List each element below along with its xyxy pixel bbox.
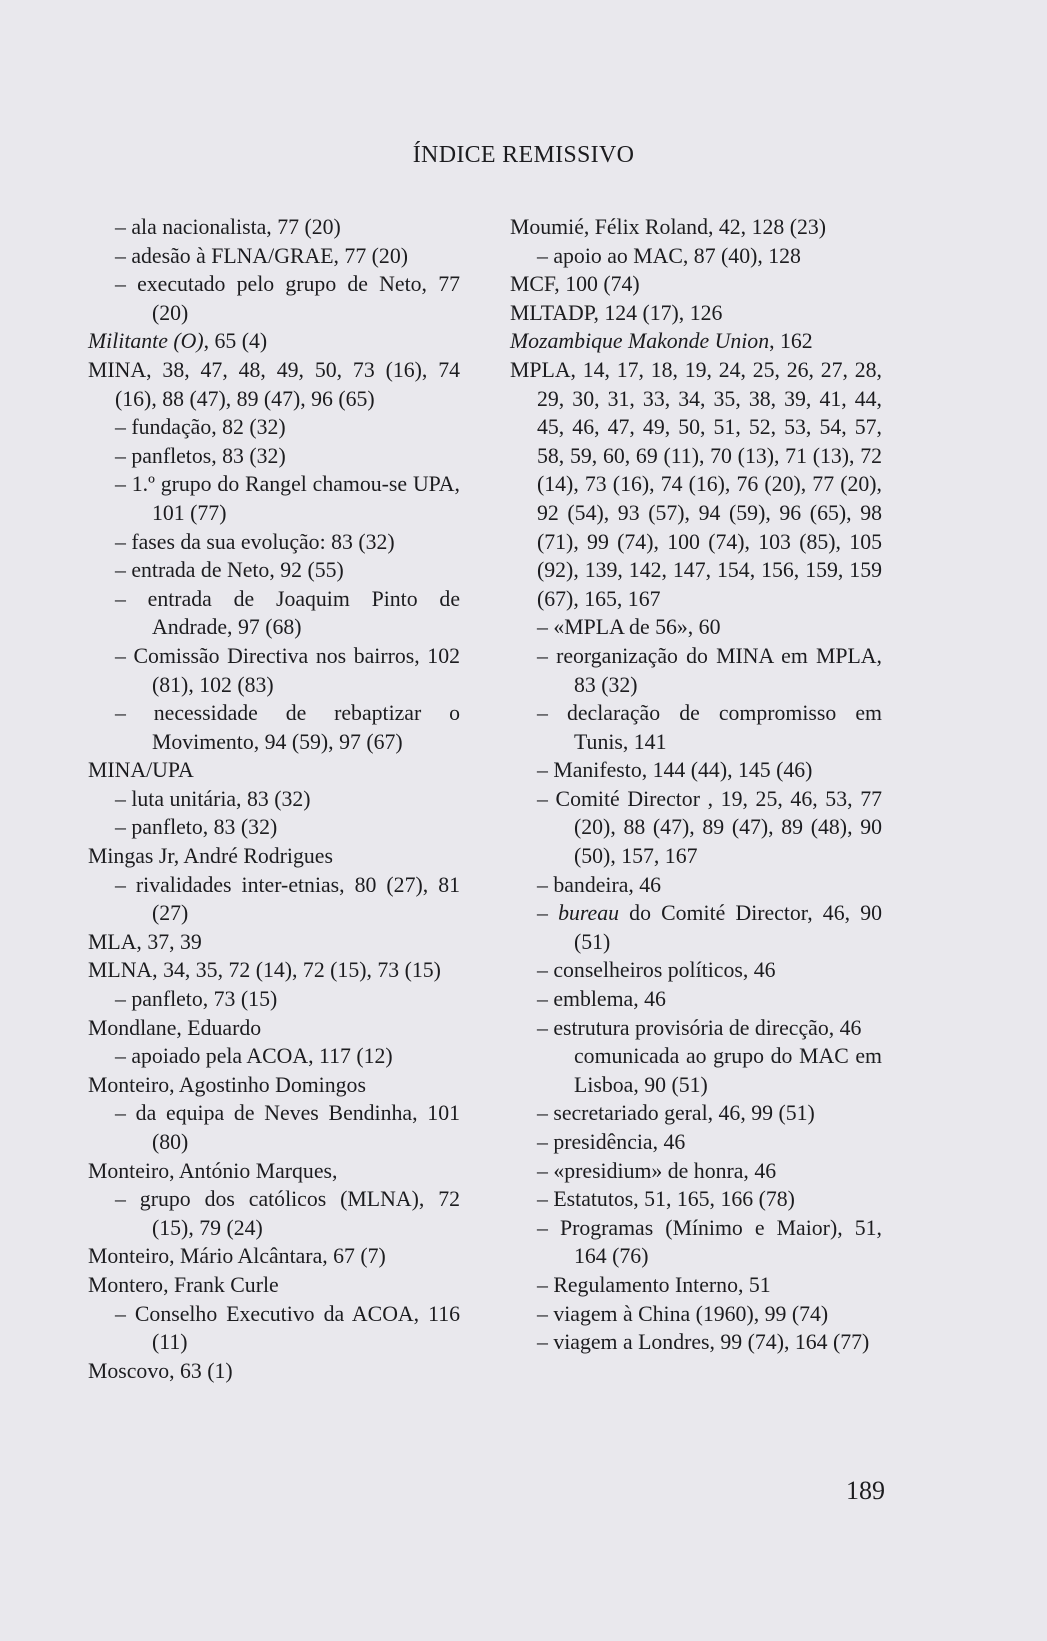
entry-text: – Comité Director , 19, 25, 46, 53, 77 (20), 88 (47), 89 (47), 89 (48), 90 (50), 157, 167 [537, 786, 882, 869]
entry-text: – [537, 901, 559, 926]
index-entry-main [88, 1357, 460, 1386]
entry-text: Moscovo, 63 (1) [88, 1358, 233, 1383]
entry-text: – adesão à FLNA/GRAE, 77 (20) [115, 243, 408, 268]
index-entry-sub [88, 442, 460, 471]
entry-text: – luta unitária, 83 (32) [115, 786, 311, 811]
index-entry-sub [510, 956, 882, 985]
entry-text: – entrada de Neto, 92 (55) [115, 558, 344, 583]
entry-pages: , 162 [769, 329, 813, 354]
entry-pages: , 65 (4) [203, 329, 268, 354]
entry-text: – panfleto, 73 (15) [115, 987, 278, 1012]
entry-text: – executado pelo grupo de Neto, 77 (20) [115, 272, 460, 325]
index-entry-main [88, 1014, 460, 1043]
entry-text: – viagem à China (1960), 99 (74) [537, 1301, 829, 1326]
index-entry-sub [510, 613, 882, 642]
index-entry-sub [510, 642, 882, 699]
index-entry-main [510, 213, 882, 242]
index-entry-sub [510, 1185, 882, 1214]
index-entry-main [510, 270, 882, 299]
page-header: ÍNDICE REMISSIVO [412, 142, 635, 168]
entry-text: – estrutura provisória de direcção, 46 [537, 1015, 862, 1040]
index-entry-main [88, 1242, 460, 1271]
index-entry-sub [510, 899, 882, 956]
index-entry-sub [510, 1128, 882, 1157]
entry-text: – emblema, 46 [537, 987, 666, 1012]
index-entry-sub [510, 1300, 882, 1329]
index-entry-sub [88, 556, 460, 585]
index-entry-sub [510, 756, 882, 785]
entry-text: – rivalidades inter-etnias, 80 (27), 81 (27) [115, 872, 460, 926]
index-entry-main [510, 299, 882, 328]
entry-text: – apoiado pela ACOA, 117 (12) [115, 1044, 393, 1069]
entry-text: – presidência, 46 [537, 1130, 686, 1154]
entry-text: – fases da sua evolução: 83 (32) [115, 529, 395, 554]
index-entry-sub [510, 699, 882, 756]
entry-text: – ala nacionalista, 77 (20) [115, 215, 341, 239]
index-column-left [88, 213, 460, 1385]
index-entry-sub [88, 871, 460, 928]
entry-text: MPLA, 14, 17, 18, 19, 24, 25, 26, 27, 28, 29, 30, 31, 33, 34, 35, 38, 39, 41, 44, 45, 46, 47, 49, 50, 51, 52, 53, 54, 57, 58, 59, 60, 69 (11), 70 (13), 71 (13), 72 (14), 73 (16), 74 (16), 76 (20), 77 (20), 92 (54), 93 (57), 94 (59), 96 (65), 98 (71), 99 (74), 100 (74), 103 (85), 105 (92), 139, 142, 147, 154, 156, 159, 159 (67), 165, 167 [510, 357, 882, 611]
entry-pages: do Comité Director, 46, 90 (51) [574, 901, 882, 954]
entry-text: – Programas (Mínimo e Maior), 51, 164 (76) [537, 1215, 882, 1269]
entry-text: – reorganização do MINA em MPLA, 83 (32) [537, 643, 882, 697]
entry-text: Moumié, Félix Roland, 42, 128 (23) [510, 215, 827, 239]
index-entry-cont [510, 1042, 882, 1099]
entry-text: – apoio ao MAC, 87 (40), 128 [537, 243, 801, 268]
entry-text: – Conselho Executivo da ACOA, 116 (11) [115, 1301, 460, 1355]
index-entry-main [88, 1271, 460, 1300]
entry-text: – panfleto, 83 (32) [115, 815, 278, 840]
index-entry-sub [88, 1099, 460, 1156]
entry-text: – Regulamento Interno, 51 [537, 1272, 771, 1297]
entry-text: – da equipa de Neves Bendinha, 101 (80) [115, 1101, 460, 1154]
entry-text: Monteiro, Mário Alcântara, 67 (7) [88, 1244, 386, 1269]
index-entry-sub [88, 242, 460, 271]
index-entry-sub [88, 1300, 460, 1357]
index-entry-main [510, 356, 882, 613]
index-entry-main [88, 1157, 460, 1186]
index-entry-sub [88, 813, 460, 842]
index-entry-main [510, 327, 882, 356]
index-entry-main [88, 842, 460, 871]
entry-text: MLA, 37, 39 [88, 929, 202, 954]
entry-text: Militante (O) [88, 329, 204, 354]
index-entry-main [88, 356, 460, 413]
entry-text: – «MPLA de 56», 60 [537, 615, 721, 640]
entry-text: Mondlane, Eduardo [88, 1015, 262, 1040]
index-entry-sub [510, 1014, 882, 1043]
index-entry-main [88, 1071, 460, 1100]
entry-text: – bandeira, 46 [537, 872, 662, 897]
index-entry-sub [510, 785, 882, 871]
index-entry-sub [510, 1157, 882, 1186]
entry-text: – necessidade de rebaptizar o Movimento, 94 (59), 97 (67) [115, 701, 460, 754]
index-entry-sub [88, 528, 460, 557]
index-entry-sub [88, 642, 460, 699]
index-entry-sub [510, 1328, 882, 1357]
index-entry-main [88, 756, 460, 785]
entry-text: – fundação, 82 (32) [115, 415, 286, 440]
entry-text: – Manifesto, 144 (44), 145 (46) [537, 758, 813, 783]
index-entry-main [88, 928, 460, 957]
entry-text: Monteiro, António Marques, [88, 1158, 338, 1183]
index-entry-sub [510, 871, 882, 900]
entry-text: – secretariado geral, 46, 99 (51) [537, 1101, 815, 1126]
page-number: 189 [846, 1476, 885, 1505]
index-entry-sub [88, 699, 460, 756]
index-entry-sub [510, 1271, 882, 1300]
entry-text: Mozambique Makonde Union [510, 329, 770, 354]
entry-text: – conselheiros políticos, 46 [537, 958, 776, 983]
index-entry-sub [88, 470, 460, 527]
entry-text: – entrada de Joaquim Pinto de Andrade, 97 (68) [115, 586, 460, 640]
index-entry-sub [88, 585, 460, 642]
entry-text: MINA/UPA [88, 758, 194, 783]
entry-text: Montero, Frank Curle [88, 1272, 279, 1297]
entry-text: Monteiro, Agostinho Domingos [88, 1072, 366, 1097]
entry-text: MLTADP, 124 (17), 126 [510, 300, 723, 325]
index-entry-main [88, 956, 460, 985]
index-entry-main [88, 327, 460, 356]
entry-text: MLNA, 34, 35, 72 (14), 72 (15), 73 (15) [88, 958, 441, 983]
entry-text: MINA, 38, 47, 48, 49, 50, 73 (16), 74 (16), 88 (47), 89 (47), 96 (65) [88, 357, 460, 411]
entry-text: comunicada ao grupo do MAC em Lisboa, 90 (51) [574, 1044, 882, 1097]
index-entry-sub [88, 413, 460, 442]
index-entry-sub [510, 242, 882, 271]
index-entry-sub [88, 1042, 460, 1071]
index-entry-sub [510, 1214, 882, 1271]
entry-text: – 1.º grupo do Rangel chamou-se UPA, 101 (77) [115, 472, 460, 525]
index-entry-sub [88, 213, 460, 242]
entry-text: MCF, 100 (74) [510, 272, 640, 297]
index-entry-sub [88, 785, 460, 814]
entry-text: Mingas Jr, André Rodrigues [88, 844, 333, 869]
entry-text: – Estatutos, 51, 165, 166 (78) [537, 1187, 795, 1212]
index-entry-sub [88, 985, 460, 1014]
index-entry-sub [510, 985, 882, 1014]
entry-italic-term: bureau [558, 901, 620, 926]
entry-text: – viagem a Londres, 99 (74), 164 (77) [537, 1330, 870, 1355]
index-entry-sub [88, 1185, 460, 1242]
index-entry-sub [88, 270, 460, 327]
entry-text: – grupo dos católicos (MLNA), 72 (15), 79 (24) [115, 1187, 460, 1240]
entry-text: – panfletos, 83 (32) [115, 443, 286, 468]
entry-text: – Comissão Directiva nos bairros, 102 (81), 102 (83) [115, 643, 460, 697]
entry-text: – «presidium» de honra, 46 [537, 1158, 777, 1183]
index-entry-sub [510, 1099, 882, 1128]
entry-text: – declaração de compromisso em Tunis, 141 [537, 701, 882, 754]
index-column-right [510, 213, 882, 1357]
